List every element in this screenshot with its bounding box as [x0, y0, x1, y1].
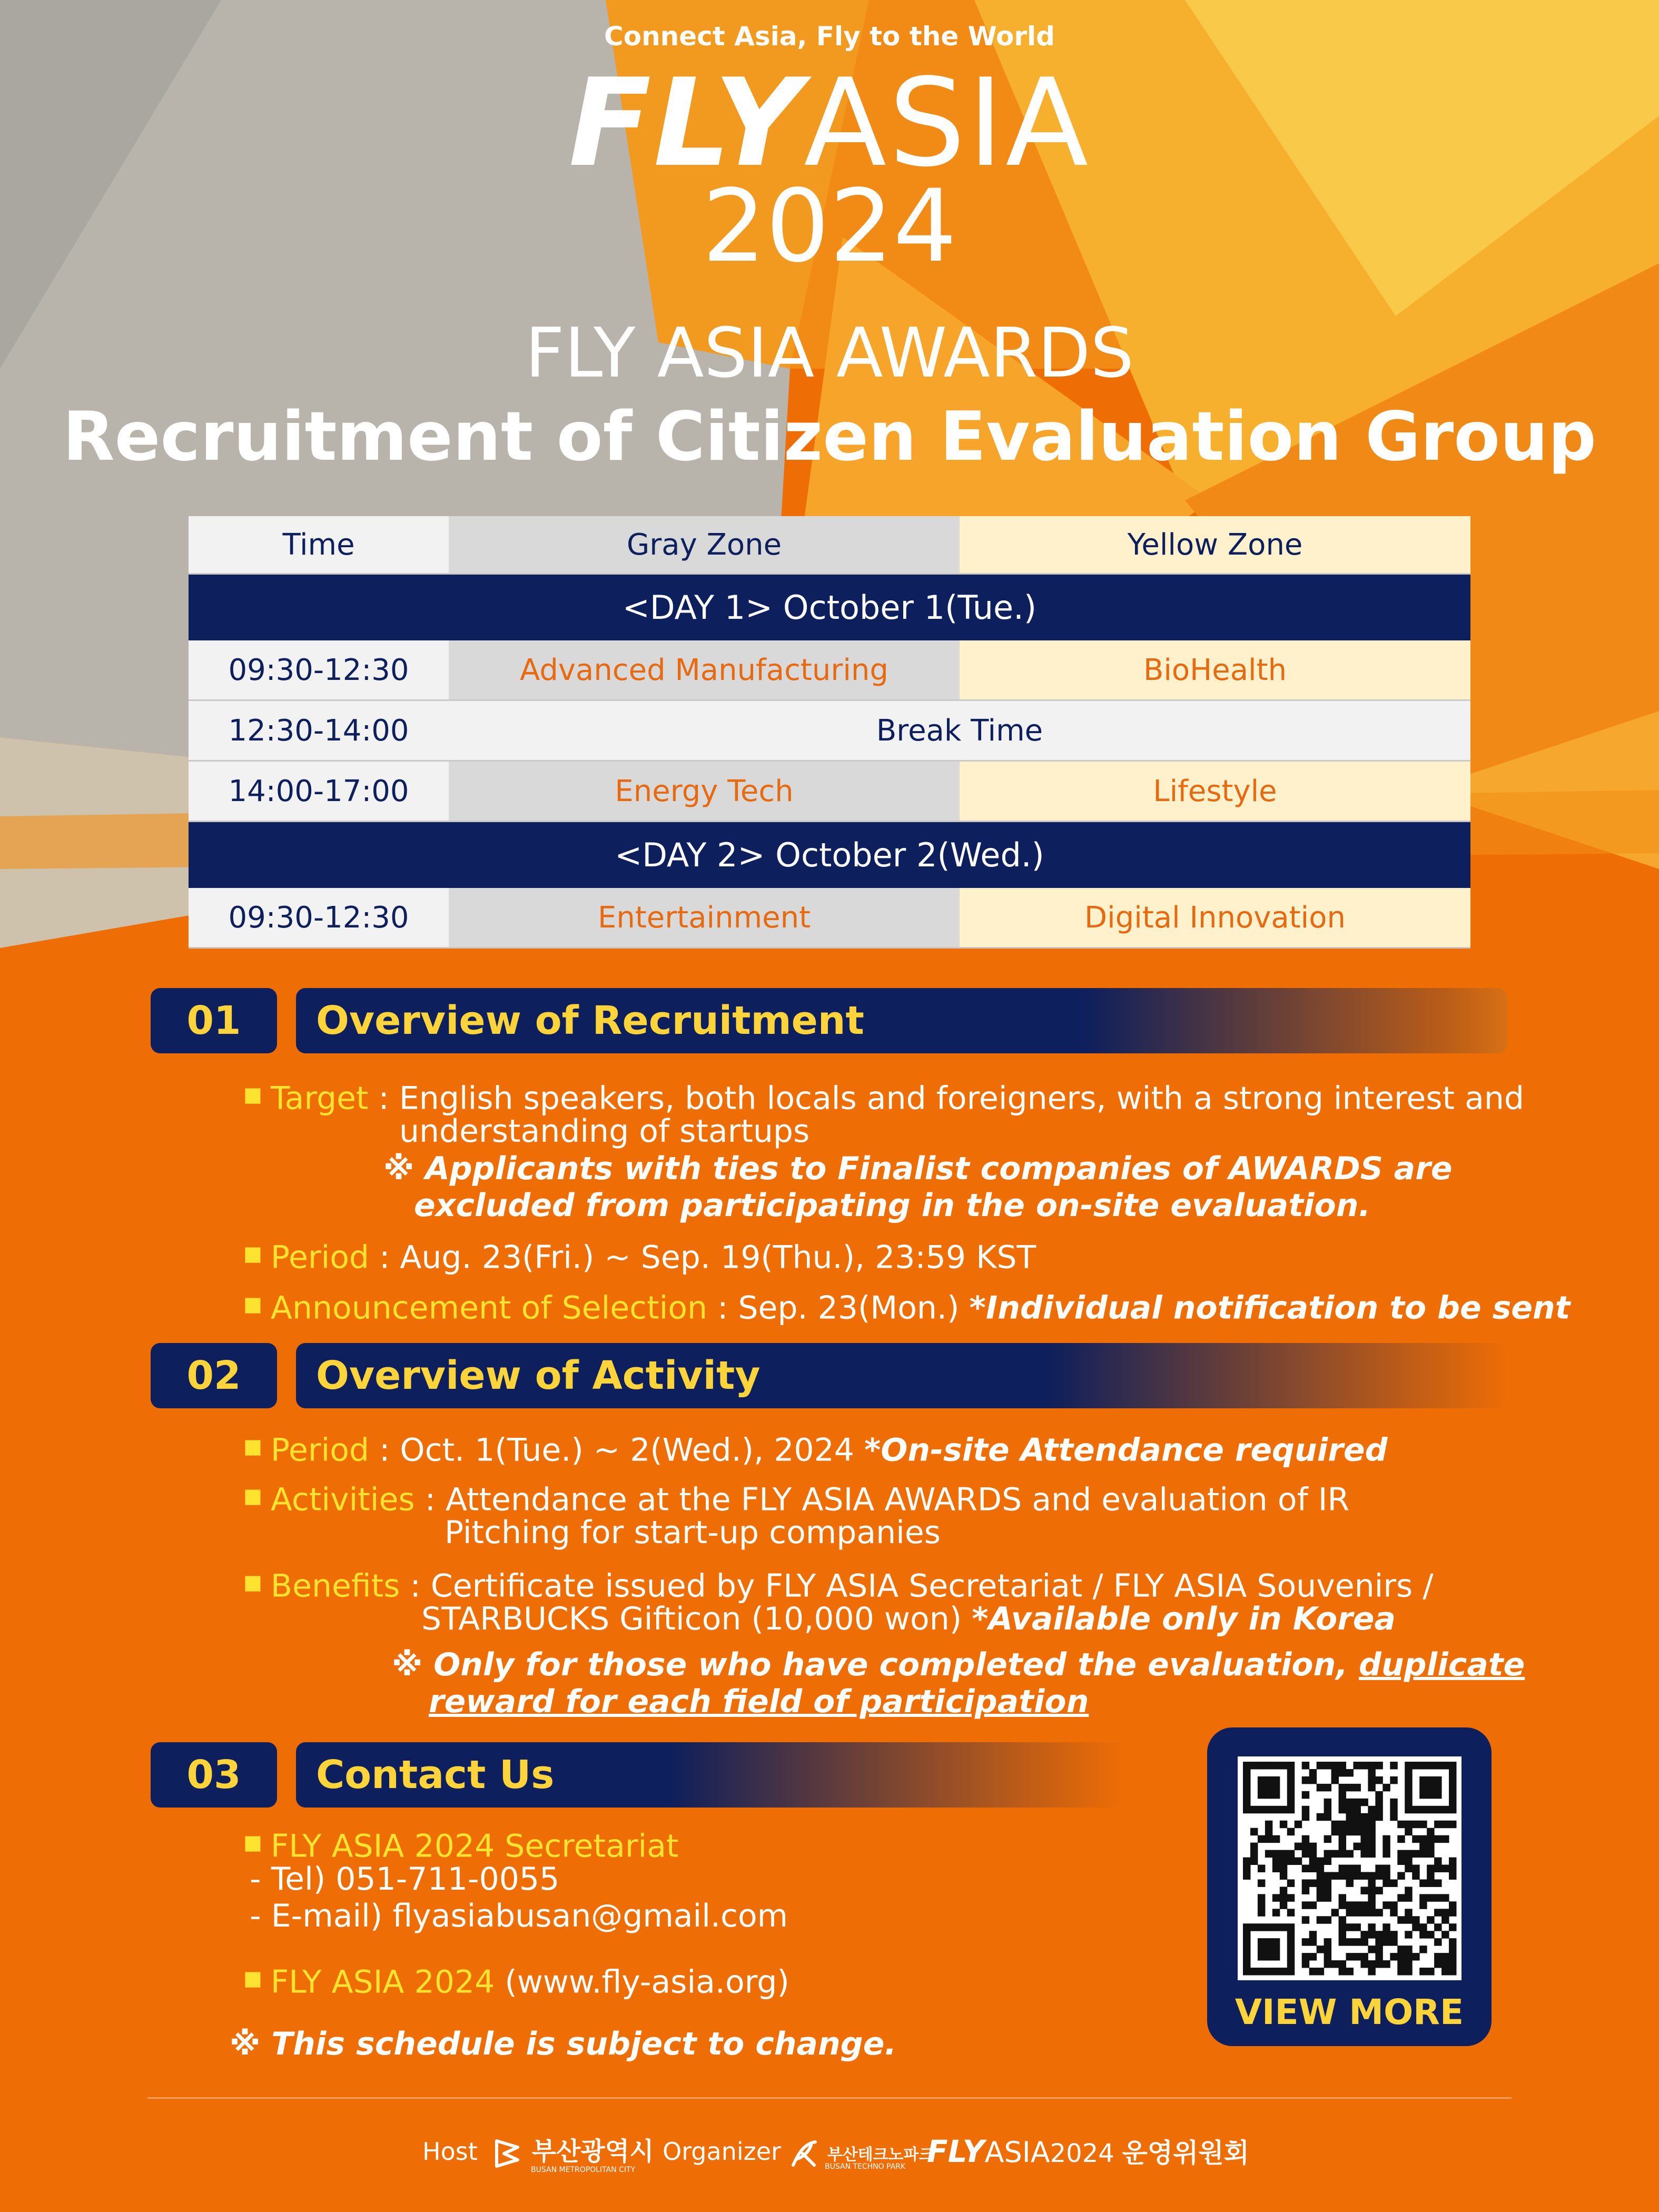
activity-period-key: Period	[270, 1431, 369, 1469]
section-02-title: Overview of Activity	[296, 1343, 1507, 1408]
announcement-note: *Individual notification to be sent	[969, 1289, 1571, 1327]
day1-row	[189, 574, 1470, 641]
busan-city-mark-icon	[492, 2138, 524, 2169]
schedule-header-row	[189, 516, 1470, 574]
completion-note-2: reward for each field of participation	[429, 1683, 1089, 1720]
email-line[interactable]: - E-mail) flyasiabusan@gmail.com	[250, 1898, 788, 1934]
logo-year: 2024	[702, 168, 957, 284]
secretariat-line	[243, 1823, 679, 1865]
qr-code-frame[interactable]	[1238, 1756, 1461, 1980]
organizer-subtitle: BUSAN TECHNO PARK	[825, 2162, 906, 2171]
yellow-zone-cell: Lifestyle	[960, 761, 1470, 822]
schedule-disclaimer: ※ This schedule is subject to change.	[230, 2026, 897, 2062]
section-01-title: Overview of Recruitment	[296, 988, 1507, 1053]
host-subtitle: BUSAN METROPOLITAN CITY	[531, 2166, 636, 2174]
organizer-label: Organizer	[663, 2137, 781, 2166]
website-key: FLY ASIA 2024	[270, 1963, 495, 2001]
website-line	[243, 1959, 789, 2001]
gray-zone-cell: Entertainment	[449, 888, 960, 948]
section-03-title: Contact Us	[296, 1742, 1123, 1808]
table-row	[189, 700, 1470, 761]
time-cell: 09:30-12:30	[189, 640, 449, 700]
bullet-icon: ■	[243, 1484, 262, 1507]
target-line-2: understanding of startups	[399, 1113, 810, 1150]
view-more-button[interactable]: VIEW MORE	[1235, 1992, 1464, 2032]
host-label: Host	[422, 2137, 478, 2166]
target-line: ■ Target : English speakers, both locals and foreigners, with a strong interest and	[243, 1080, 1524, 1117]
bullet-icon: ■	[243, 1242, 262, 1265]
bullet-icon: ■	[243, 1571, 262, 1594]
completion-note-text: ※ Only for those who have completed the evaluation,	[392, 1646, 1348, 1683]
header-yellow-zone: Yellow Zone	[960, 516, 1470, 574]
organizer-name: 부산테크노파크	[827, 2146, 934, 2164]
footer-divider	[147, 2097, 1512, 2099]
headline-awards: FLY ASIA AWARDS	[525, 313, 1134, 393]
target-text: English speakers, both locals and foreigners, with a strong interest and	[399, 1080, 1524, 1117]
activity-period-text: Oct. 1(Tue.) ~ 2(Wed.), 2024	[400, 1431, 854, 1469]
table-row	[189, 761, 1470, 822]
qr-code-icon[interactable]	[1238, 1756, 1461, 1980]
committee-name: 운영위원회	[1122, 2138, 1249, 2168]
day1-label: <DAY 1> October 1(Tue.)	[189, 574, 1470, 641]
benefits-note: *Available only in Korea	[972, 1601, 1396, 1637]
logo-fly: FLY	[568, 53, 804, 194]
benefits-key: Benefits	[270, 1567, 400, 1605]
benefits-line-2	[421, 1600, 1396, 1638]
committee-fly: FLY	[927, 2134, 985, 2169]
committee-logo	[927, 2128, 1249, 2175]
logo-asia: ASIA	[803, 53, 1091, 194]
bullet-icon: ■	[243, 1083, 262, 1106]
break-time-cell: Break Time	[449, 700, 1470, 761]
exclusion-note-1: ※ Applicants with ties to Finalist companies of AWARDS are	[383, 1150, 1453, 1187]
section-03-number: 03	[151, 1742, 277, 1808]
activities-line-2: Pitching for start-up companies	[445, 1514, 941, 1551]
bullet-icon: ■	[243, 1435, 262, 1458]
time-cell: 12:30-14:00	[189, 700, 449, 761]
table-row	[189, 888, 1470, 948]
completion-note-1	[392, 1646, 1525, 1683]
benefits-line: ■ Benefits : Certificate issued by FLY ASIA Secretariat / FLY ASIA Souvenirs /	[243, 1567, 1434, 1605]
activity-period-line: ■ Period : Oct. 1(Tue.) ~ 2(Wed.), 2024 *On-site Attendance required	[243, 1431, 1388, 1469]
fly-asia-logo	[0, 53, 1659, 194]
gray-zone-cell: Energy Tech	[449, 761, 960, 822]
announcement-line: ■ Announcement of Selection : Sep. 23(Mon.) *Individual notification to be sent	[243, 1289, 1571, 1327]
benefits-text: Certificate issued by FLY ASIA Secretariat / FLY ASIA Souvenirs /	[430, 1567, 1434, 1605]
day2-row	[189, 822, 1470, 888]
schedule-table	[189, 516, 1470, 949]
activities-line: ■ Activities : Attendance at the FLY ASIA AWARDS and evaluation of IR	[243, 1481, 1350, 1518]
period-text: Aug. 23(Fri.) ~ Sep. 19(Thu.), 23:59 KST	[400, 1239, 1036, 1276]
techno-park-mark-icon	[788, 2138, 819, 2169]
secretariat-name: FLY ASIA 2024 Secretariat	[270, 1828, 679, 1865]
headline-recruitment: Recruitment of Citizen Evaluation Group	[63, 398, 1596, 476]
activities-key: Activities	[270, 1481, 415, 1518]
activities-text: Attendance at the FLY ASIA AWARDS and evaluation of IR	[446, 1481, 1350, 1518]
tagline: Connect Asia, Fly to the World	[604, 21, 1055, 52]
section-01-number: 01	[151, 988, 277, 1053]
table-row	[189, 640, 1470, 700]
bullet-icon: ■	[243, 1831, 262, 1854]
day2-label: <DAY 2> October 2(Wed.)	[189, 822, 1470, 888]
exclusion-note-2: excluded from participating in the on-site evaluation.	[414, 1187, 1371, 1224]
section-02-number: 02	[151, 1343, 277, 1408]
period-key: Period	[270, 1239, 369, 1276]
bullet-icon: ■	[243, 1292, 262, 1316]
target-key: Target	[270, 1080, 369, 1117]
header-time: Time	[189, 516, 449, 574]
website-link[interactable]: (www.fly-asia.org)	[505, 1963, 789, 2001]
announcement-text: Sep. 23(Mon.)	[738, 1289, 960, 1327]
time-cell: 14:00-17:00	[189, 761, 449, 822]
announcement-key: Announcement of Selection	[270, 1289, 708, 1327]
yellow-zone-cell: BioHealth	[960, 640, 1470, 700]
benefits-text-2: STARBUCKS Gifticon (10,000 won)	[421, 1601, 962, 1637]
duplicate-text: duplicate	[1359, 1646, 1525, 1683]
committee-year: 2024	[1050, 2139, 1114, 2168]
period-line: ■ Period : Aug. 23(Fri.) ~ Sep. 19(Thu.), 23:59 KST	[243, 1239, 1036, 1276]
bullet-icon: ■	[243, 1967, 262, 1990]
host-name: 부산광역시	[531, 2137, 654, 2166]
tel-line: - Tel) 051-711-0055	[250, 1861, 560, 1898]
time-cell: 09:30-12:30	[189, 888, 449, 948]
committee-asia: ASIA	[984, 2136, 1050, 2169]
yellow-zone-cell: Digital Innovation	[960, 888, 1470, 948]
header-gray-zone: Gray Zone	[449, 516, 960, 574]
gray-zone-cell: Advanced Manufacturing	[449, 640, 960, 700]
activity-period-note: *On-site Attendance required	[864, 1431, 1388, 1469]
